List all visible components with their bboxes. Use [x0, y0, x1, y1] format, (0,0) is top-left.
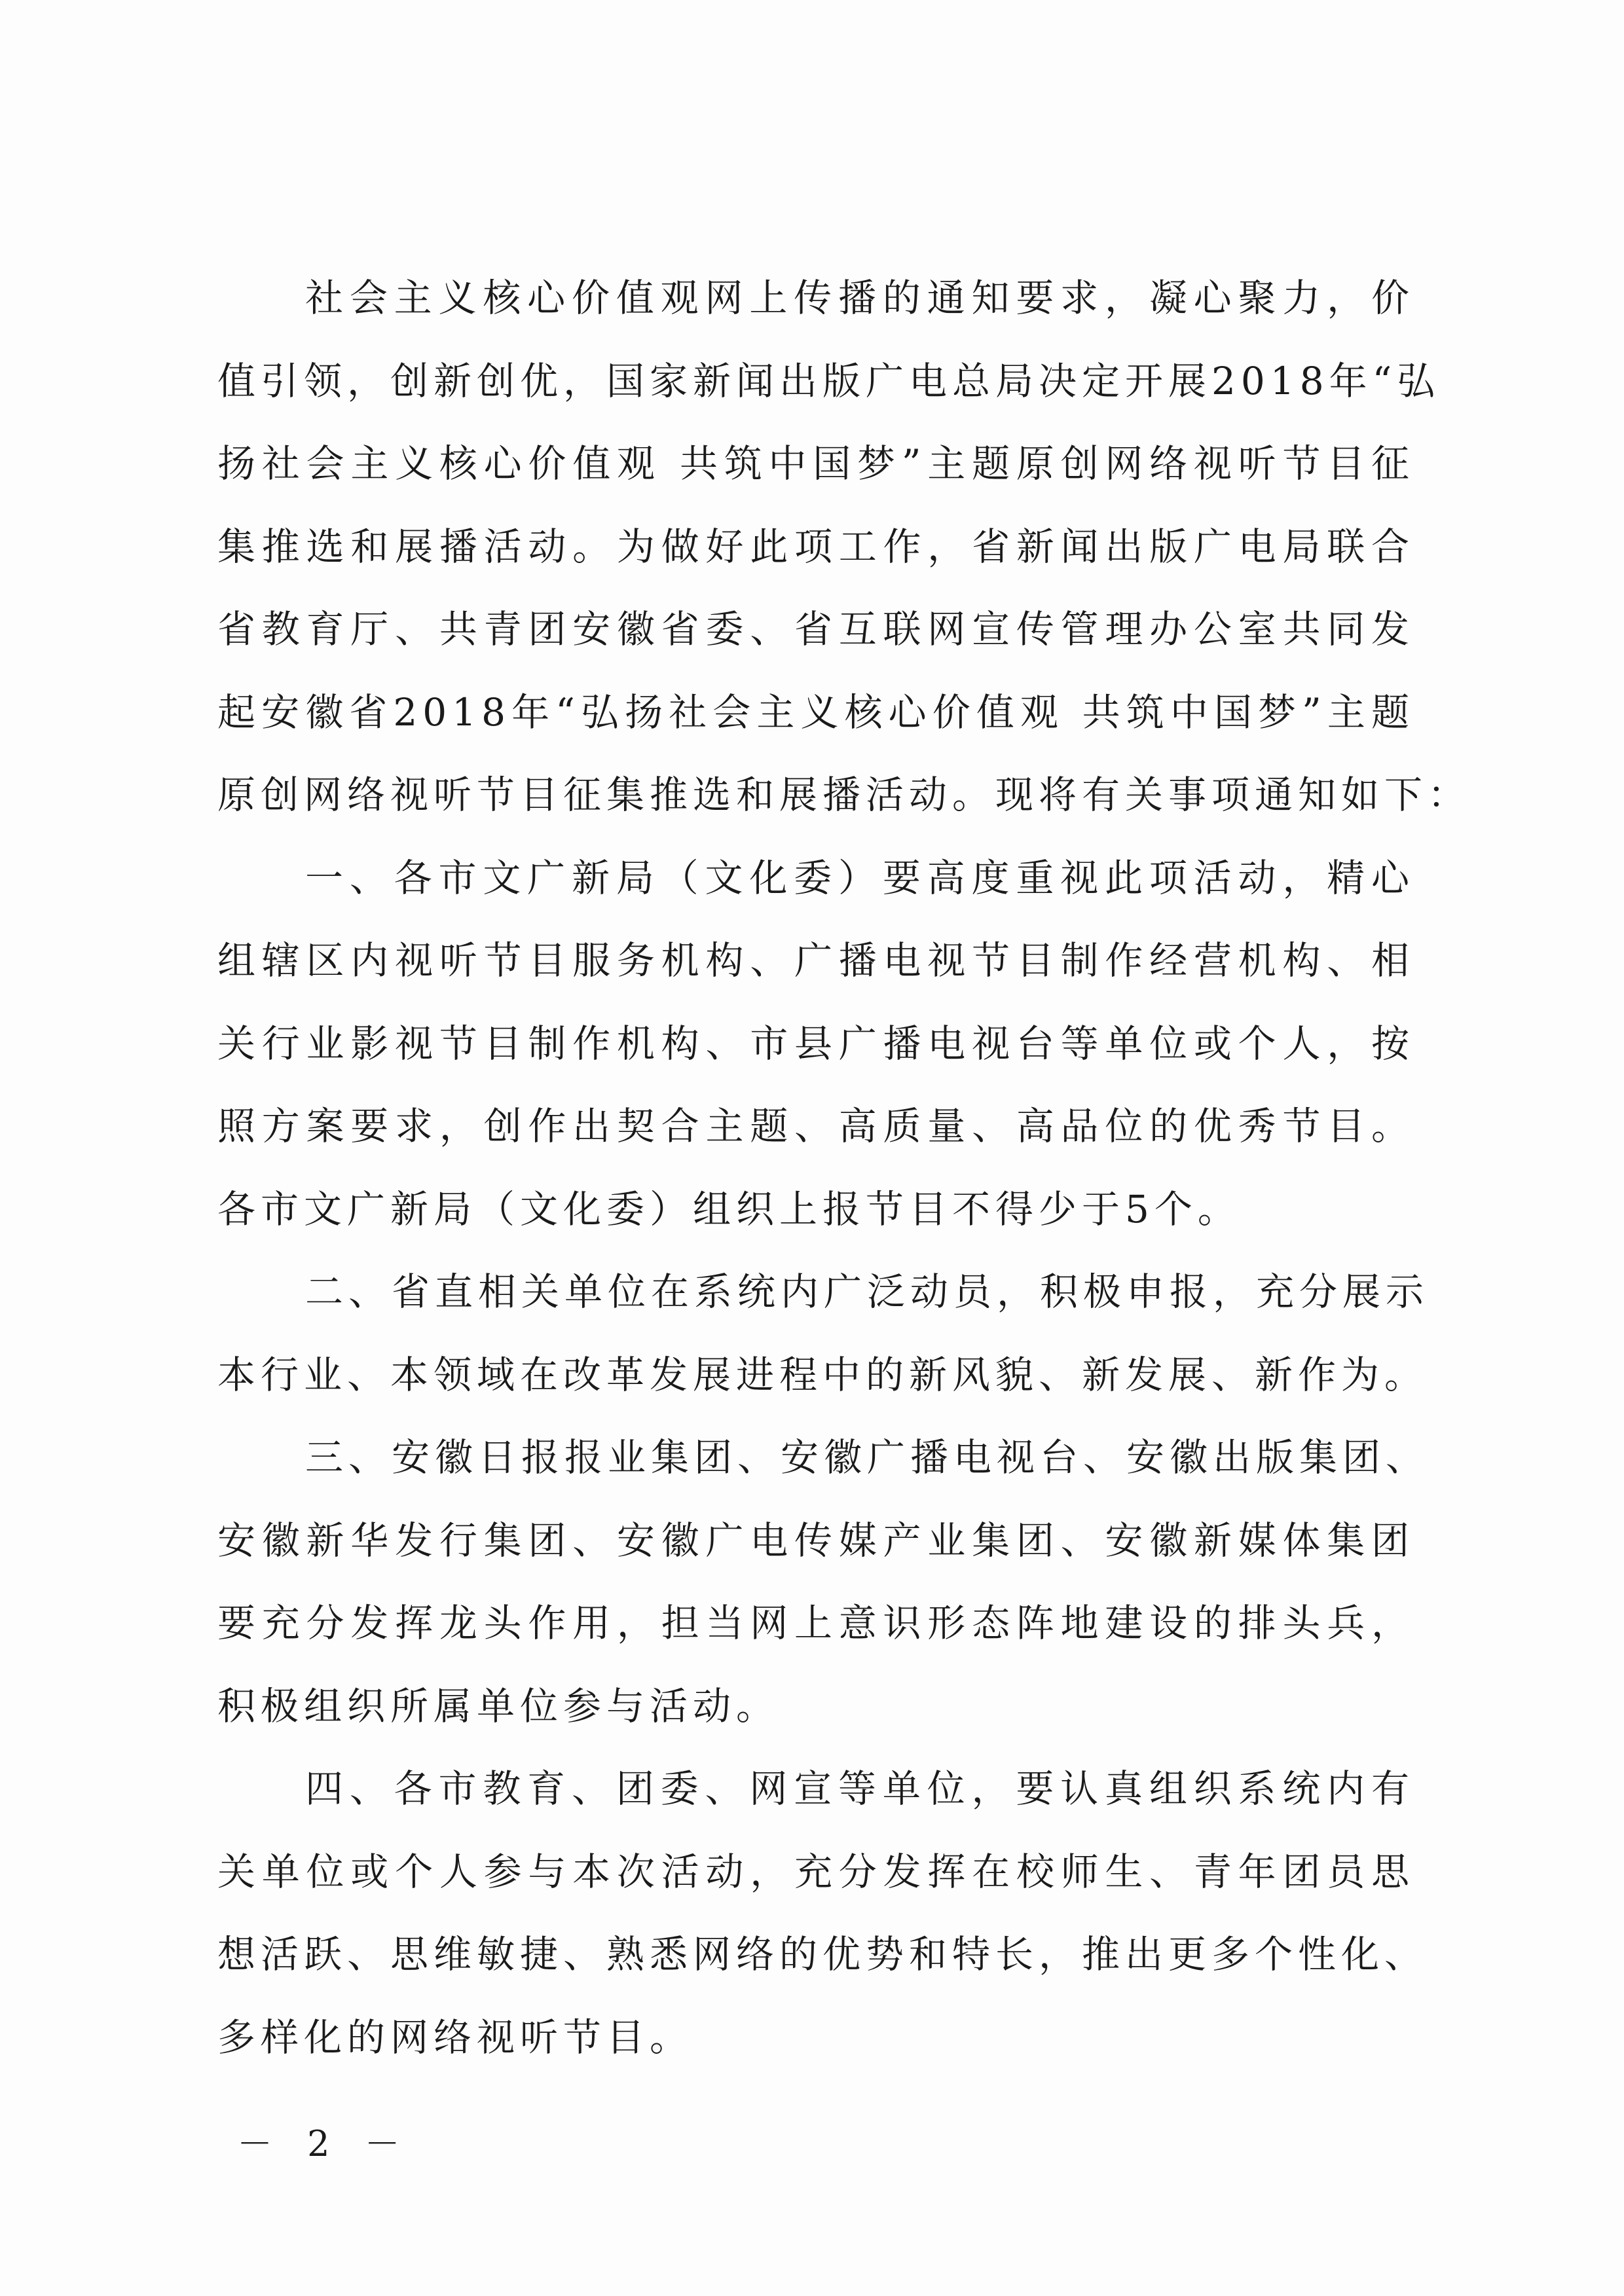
text-line: 二、省直相关单位在系统内广泛动员，积极申报，充分展示	[305, 1269, 1430, 1314]
text-line: 照方案要求，创作出契合主题、高质量、高品位的优秀节目。	[217, 1104, 1414, 1148]
text-line: 社会主义核心价值观网上传播的通知要求，凝心聚力，价	[305, 276, 1414, 320]
text-line: 三、安徽日报报业集团、安徽广播电视台、安徽出版集团、	[305, 1435, 1430, 1480]
page-number: － 2 －	[237, 2123, 412, 2164]
text-line: 组辖区内视听节目服务机构、广播电视节目制作经营机构、相	[217, 938, 1414, 983]
text-line: 积极组织所属单位参与活动。	[217, 1683, 780, 1728]
body-lines	[217, 257, 1471, 2079]
text-line: 省教育厅、共青团安徽省委、省互联网宣传管理办公室共同发	[217, 607, 1414, 651]
text-line: 一、各市文广新局（文化委）要高度重视此项活动，精心	[305, 855, 1414, 900]
text-line: 本行业、本领域在改革发展进程中的新风貌、新发展、新作为。	[217, 1352, 1428, 1397]
document-body	[217, 257, 1471, 2079]
text-line: 要充分发挥龙头作用，担当网上意识形态阵地建设的排头兵，	[217, 1601, 1414, 1645]
text-line: 四、各市教育、团委、网宣等单位，要认真组织系统内有	[305, 1766, 1414, 1811]
text-line: 安徽新华发行集团、安徽广电传媒产业集团、安徽新媒体集团	[217, 1518, 1414, 1563]
text-line: 扬社会主义核心价值观 共筑中国梦”主题原创网络视听节目征	[217, 441, 1414, 486]
text-line: 想活跃、思维敏捷、熟悉网络的优势和特长，推出更多个性化、	[217, 1932, 1428, 1977]
text-line: 关行业影视节目制作机构、市县广播电视台等单位或个人，按	[217, 1021, 1414, 1066]
text-line: 关单位或个人参与本次活动，充分发挥在校师生、青年团员思	[217, 1849, 1414, 1894]
text-line: 原创网络视听节目征集推选和展播活动。现将有关事项通知如下：	[217, 773, 1471, 817]
text-line: 起安徽省2018年“弘扬社会主义核心价值观 共筑中国梦”主题	[217, 689, 1414, 735]
text-line: 集推选和展播活动。为做好此项工作，省新闻出版广电局联合	[217, 524, 1414, 569]
text-line: 多样化的网络视听节目。	[217, 2014, 693, 2060]
text-line: 值引领，创新创优，国家新闻出版广电总局决定开展2018年“弘	[217, 358, 1441, 403]
text-line: 各市文广新局（文化委）组织上报节目不得少于5个。	[217, 1186, 1241, 1231]
